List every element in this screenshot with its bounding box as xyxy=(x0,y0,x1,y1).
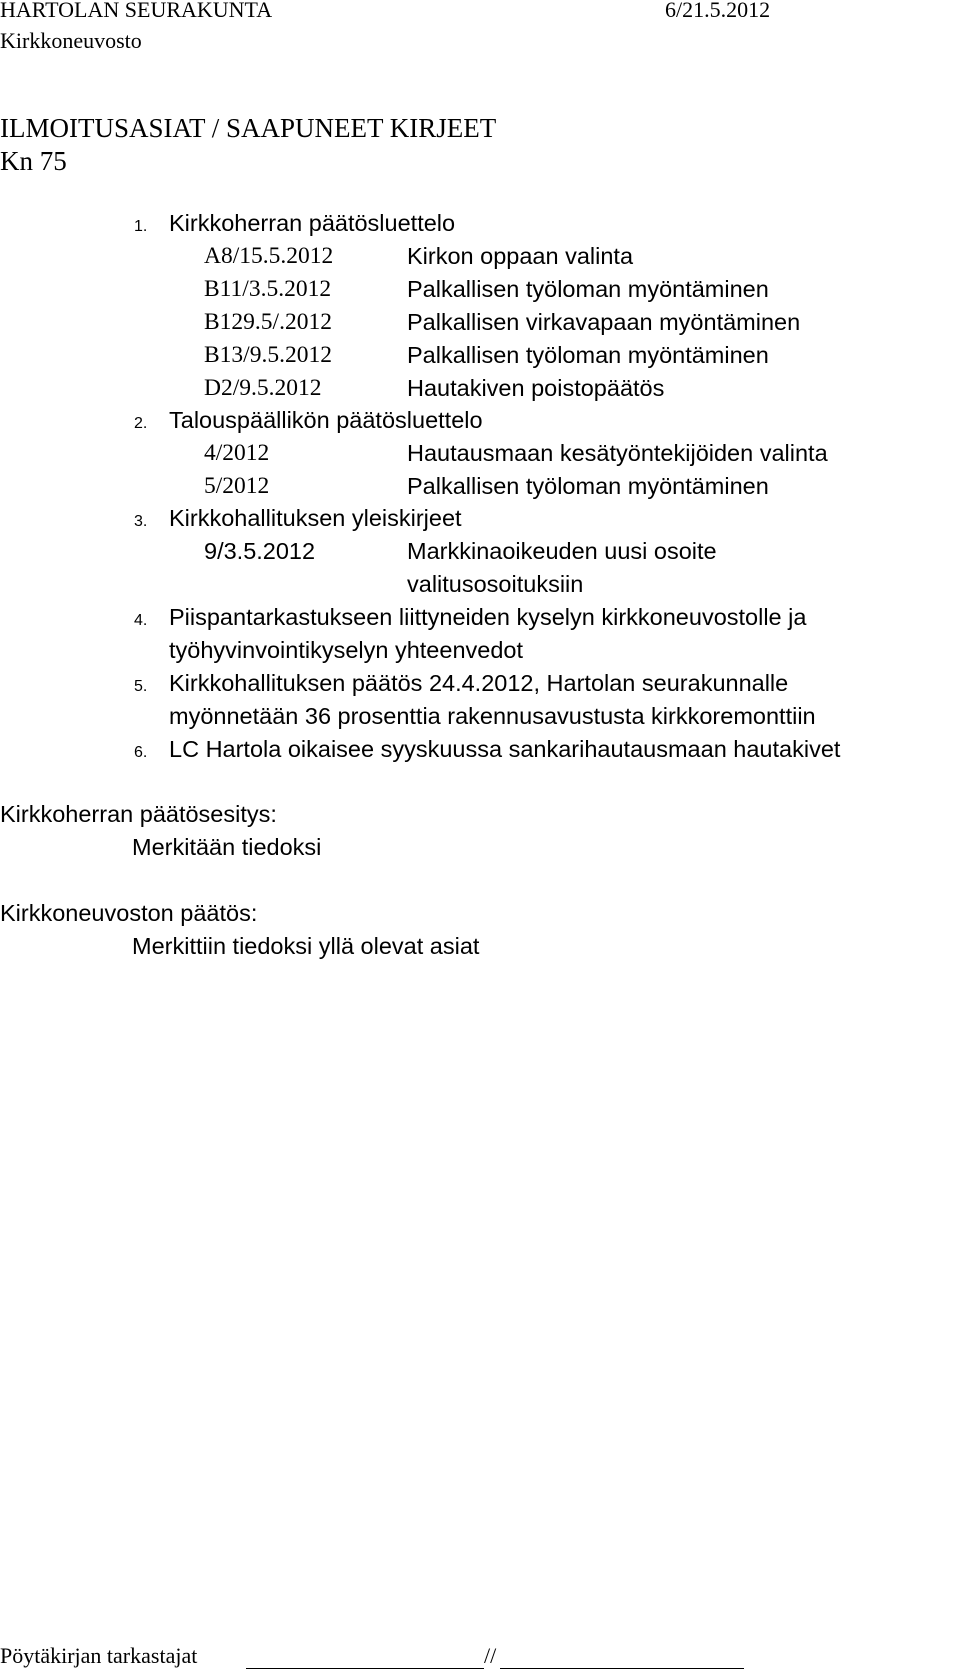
item-6-text: LC Hartola oikaisee syyskuussa sankarihautausmaan hautakivet xyxy=(169,736,841,762)
item-2-number: 2. xyxy=(134,415,148,432)
decision-label: Kirkkoneuvoston päätös: xyxy=(0,900,258,926)
entry-code: B129.5/.2012 xyxy=(204,309,332,335)
proposal-text: Merkitään tiedoksi xyxy=(132,834,322,860)
entry-text: Palkallisen työloman myöntäminen xyxy=(407,276,769,302)
footer-separator: // xyxy=(484,1643,497,1668)
item-2-title: Talouspäällikön päätösluettelo xyxy=(169,407,483,433)
item-4-text-line2: työhyvinvointikyselyn yhteenvedot xyxy=(169,637,524,663)
footer-label: Pöytäkirjan tarkastajat xyxy=(0,1643,198,1668)
section-number: Kn 75 xyxy=(0,146,67,176)
entry-text-continued: valitusosoituksiin xyxy=(407,571,584,597)
item-1-number: 1. xyxy=(134,218,148,235)
entry-text: Kirkon oppaan valinta xyxy=(407,243,634,269)
section-title: ILMOITUSASIAT / SAAPUNEET KIRJEET xyxy=(0,113,497,143)
entry-text: Markkinaoikeuden uusi osoite xyxy=(407,538,717,564)
signature-line-1 xyxy=(246,1668,484,1669)
item-1-title: Kirkkoherran päätösluettelo xyxy=(169,210,456,236)
entry-text: Palkallisen työloman myöntäminen xyxy=(407,473,769,499)
proposal-label: Kirkkoherran päätösesitys: xyxy=(0,801,277,827)
item-5-text-line1: Kirkkohallituksen päätös 24.4.2012, Hartolan seurakunnalle xyxy=(169,670,789,696)
item-4-number: 4. xyxy=(134,612,148,629)
entry-code: A8/15.5.2012 xyxy=(204,243,334,269)
entry-text: Hautausmaan kesätyöntekijöiden valinta xyxy=(407,440,828,466)
entry-text: Palkallisen työloman myöntäminen xyxy=(407,342,769,368)
entry-code: D2/9.5.2012 xyxy=(204,375,322,401)
meeting-body: Kirkkoneuvosto xyxy=(0,28,142,53)
signature-line-2 xyxy=(500,1668,744,1669)
entry-code: 9/3.5.2012 xyxy=(204,538,316,564)
entry-text: Palkallisen virkavapaan myöntäminen xyxy=(407,309,801,335)
item-3-number: 3. xyxy=(134,513,148,530)
item-4-text-line1: Piispantarkastukseen liittyneiden kyselyn kirkkoneuvostolle ja xyxy=(169,604,807,630)
item-5-number: 5. xyxy=(134,678,148,695)
entry-code: 5/2012 xyxy=(204,473,270,499)
entry-text: Hautakiven poistopäätös xyxy=(407,375,665,401)
item-5-text-line2: myönnetään 36 prosenttia rakennusavustusta kirkkoremonttiin xyxy=(169,703,816,729)
organization-name: HARTOLAN SEURAKUNTA xyxy=(0,0,273,22)
decision-text: Merkittiin tiedoksi yllä olevat asiat xyxy=(132,933,480,959)
item-6-number: 6. xyxy=(134,744,148,761)
entry-code: B11/3.5.2012 xyxy=(204,276,332,302)
page-date: 6/21.5.2012 xyxy=(665,0,771,22)
item-3-title: Kirkkohallituksen yleiskirjeet xyxy=(169,505,462,531)
entry-code: 4/2012 xyxy=(204,440,270,466)
entry-code: B13/9.5.2012 xyxy=(204,342,332,368)
